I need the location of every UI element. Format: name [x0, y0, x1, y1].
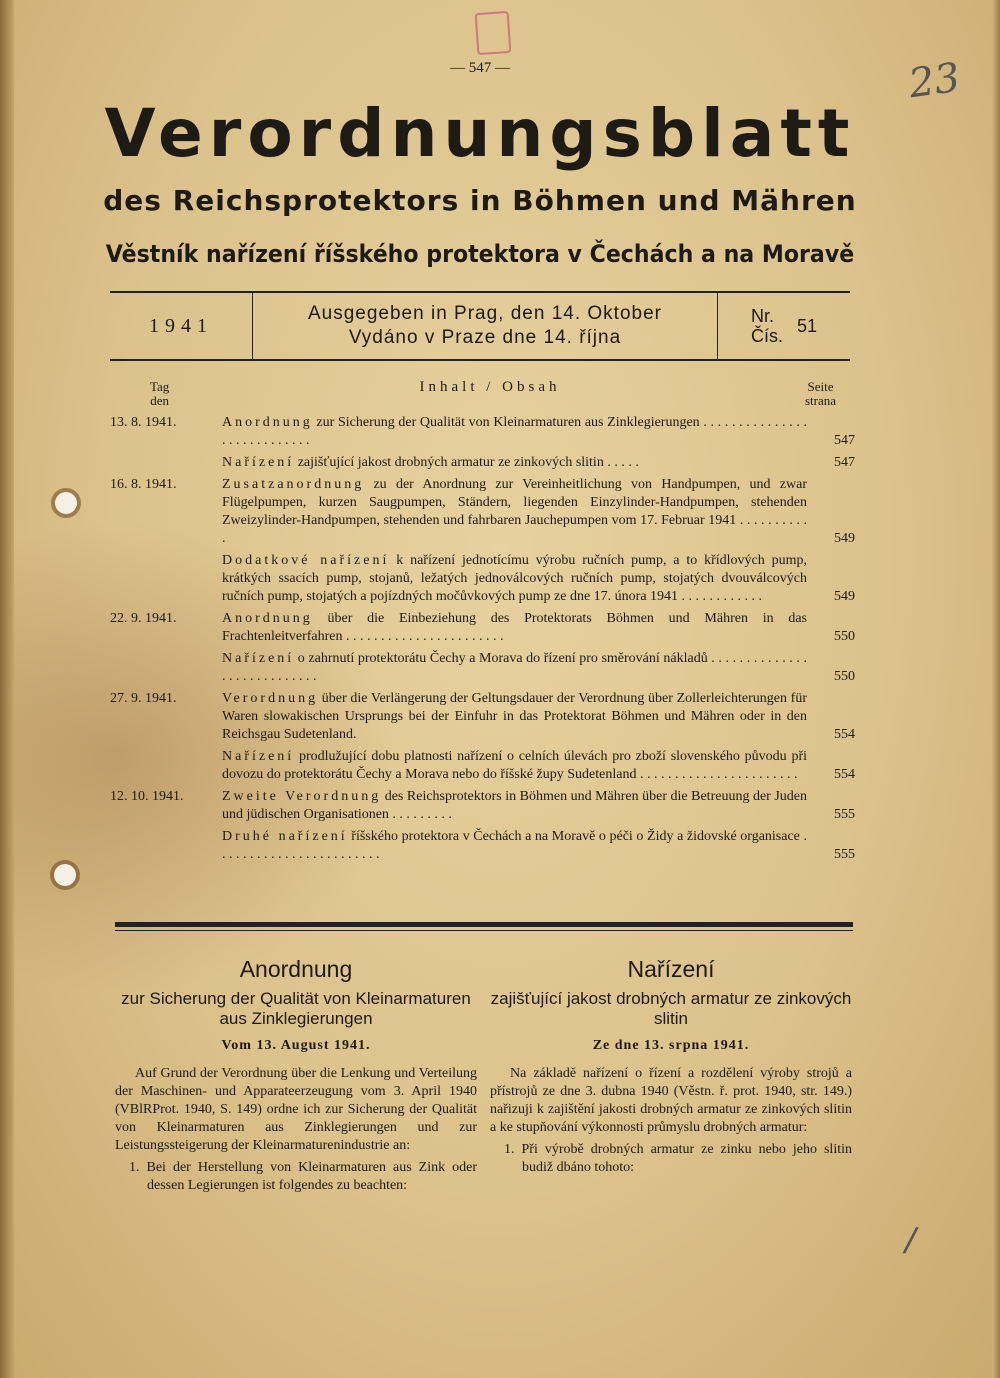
toc-entry-body: prodlužující dobu platnosti nařízení o celních úlevách pro zboží slovenského původu při dovozu do protektorátu Čechy a Morava nebo do říšské župy Sudetenland . . . . . . . . . . . . . . . . . . . . . . . [222, 749, 807, 782]
cis-label: Čís. [750, 326, 783, 346]
pencil-mark: / [901, 1219, 920, 1261]
toc-entry-page: 550 [834, 629, 855, 644]
section-divider-thin [115, 930, 853, 931]
toc-entry-text [222, 828, 815, 864]
toc-entry-lead: Zweite Verordnung [222, 789, 382, 804]
toc-header-contents: Inhalt / Obsah [419, 379, 561, 395]
toc-entry-body: o zahrnutí protektorátu Čechy a Morava do řízení pro směrování nákladů . . . . . . . . . . . . . . . . . . . . . . . . . . . . [222, 651, 807, 684]
toc-entry-date [110, 828, 222, 864]
article-date: Vom 13. August 1941. [221, 1038, 371, 1053]
toc-entry-page: 547 [834, 455, 855, 470]
issue-number-cell [718, 293, 850, 359]
toc-entry-text [222, 650, 815, 686]
toc-entry-date [110, 552, 222, 606]
toc-entry-date: 16. 8. 1941. [110, 477, 177, 492]
toc-entry-lead: Druhé nařízení [222, 829, 348, 844]
toc-entry-page: 554 [834, 767, 855, 782]
issue-year: 1941 [110, 293, 253, 359]
paper-edge-right [992, 0, 1000, 1378]
toc-entry-body: des Reichsprotektors in Böhmen und Mähren über die Betreuung der Juden und jüdischen Organisationen . . . . . . . . . [222, 789, 807, 822]
subtitle-german: des Reichsprotektors in Böhmen und Mähren [103, 184, 857, 217]
toc-entry [110, 610, 855, 646]
toc-entry-body: über die Verlängerung der Geltungsdauer der Verordnung über Zollerleichterungen für Waren slowakischen Ursprungs bei der Einfuhr in das Protektorat Böhmen und Mähren oder in den Reichsgau Sudetenland. [222, 691, 807, 742]
toc-entry-body: über die Einbeziehung des Protektorats Böhmen und Mähren in das Frachtenleitverfahren . . . . . . . . . . . . . . . . . . . . . . . [222, 611, 807, 644]
toc-entry-text [222, 552, 815, 606]
article-item: 1. Bei der Herstellung von Kleinarmaturen aus Zink oder dessen Legierungen ist folgendes zu beachten: [129, 1160, 477, 1193]
toc-entry-body: k nařízení jednotícímu výrobu ručních pump, a to křídlových pump, krátkých ssacích pump, stojanů, ležatých jednoválcových ručních pump, stojatých dvouválcových ručních pump, stojatých a pojízdných močůvkových pump ze dne 17. února 1941 . . . . . . . . . . . . [222, 553, 808, 604]
article-item: 1. Při výrobě drobných armatur ze zinku nebo jeho slitin budiž dbáno tohoto: [504, 1142, 852, 1175]
article-body: Auf Grund der Verordnung über die Lenkung und Verteilung der Maschinen- und Apparateerzeugung vom 3. April 1940 (VBlRProt. 1940, S. 149) ordne ich zur Sicherung der Qualität von Kleinarmaturen aus Zinklegierungen und zur Leistungssteigerung der Kleinarmaturenindustrie an: [115, 1066, 477, 1153]
article-title: Anordnung [239, 956, 353, 982]
toc-entry-lead: Anordnung [222, 611, 313, 626]
nr-label: Nr. [750, 306, 774, 326]
toc-entry-body: zur Sicherung der Qualität von Kleinarmaturen aus Zinklegierungen . . . . . . . . . . . . . . . . . . . . . . . . . . . . [222, 415, 807, 448]
toc-entry-lead: Anordnung [222, 415, 313, 430]
toc-entry-lead: Nařízení [222, 455, 295, 470]
toc-entry-date [110, 748, 222, 784]
toc-entry-page: 554 [834, 727, 855, 742]
toc-entry-lead: Verordnung [222, 691, 319, 706]
toc-entry-date: 12. 10. 1941. [110, 789, 184, 804]
toc-entry [110, 828, 855, 864]
article-subtitle: zur Sicherung der Qualität von Kleinarmaturen aus Zinklegierungen [121, 989, 471, 1028]
toc-header-date: Tag den [150, 379, 170, 408]
stamp-mark [475, 11, 512, 55]
toc-entry [110, 476, 855, 548]
toc-entry [110, 454, 855, 472]
toc-entry-lead: Nařízení [222, 651, 295, 666]
page-title: Verordnungsblatt [104, 95, 856, 172]
article-title: Nařízení [627, 956, 715, 982]
toc-entry-lead: Nařízení [222, 749, 295, 764]
subtitle-czech: Věstník nařízení říšského protektora v Čechách a na Moravě [105, 240, 855, 268]
article-subtitle: zajišťující jakost drobných armatur ze zinkových slitin [490, 989, 852, 1028]
toc-entry-text [222, 690, 815, 744]
issue-header-box [110, 291, 850, 361]
toc-header-page: Seite strana [805, 379, 837, 408]
toc-entry-date: 13. 8. 1941. [110, 415, 177, 430]
article-date: Ze dne 13. srpna 1941. [592, 1038, 750, 1053]
toc-entry-text [222, 788, 815, 824]
toc-entry [110, 552, 855, 606]
toc-entry-text [222, 748, 815, 784]
toc-entry-body: zajišťující jakost drobných armatur ze zinkových slitin . . . . . [294, 455, 639, 470]
article-body: Na základě nařízení o řízení a rozdělení výroby strojů a přístrojů ze dne 3. dubna 1940 (Věstn. ř. prot. 1940, str. 149.) nařizuji k zajištění jakosti drobných armatur ze zinkových slitin a ke stupňování výkonnosti průmyslu drobných armatur: [490, 1066, 852, 1135]
punch-hole [54, 864, 76, 886]
section-divider [115, 922, 853, 927]
issue-dates [253, 293, 718, 359]
toc-entry-lead: Zusatzanordnung [222, 477, 365, 492]
toc-entry-body: zu der Anordnung zur Vereinheitlichung von Handpumpen, und zwar Flügelpumpen, kurzen Saugpumpen, Ständern, liegenden Einzylinder-Handpumpen, stehenden Zweizylinder-Handpumpen, stehenden und fahrbaren Jauchepumpen vom 17. Februar 1941 . . . . . . . . . . . [222, 477, 807, 546]
toc-entry-text [222, 476, 815, 548]
toc-entry [110, 788, 855, 824]
page-number: — 547 — [450, 60, 510, 76]
article-czech [490, 955, 852, 1177]
punch-hole [55, 492, 77, 514]
toc-entry-text [222, 610, 815, 646]
toc-entry [110, 690, 855, 744]
toc-entry-body: říšského protektora v Čechách a na Moravě o péči o Židy a židovské organisace . . . . . . . . . . . . . . . . . . . . . . . . [222, 829, 807, 862]
table-of-contents [110, 414, 855, 868]
toc-entry [110, 650, 855, 686]
toc-entry-page: 549 [834, 589, 855, 604]
toc-entry-page: 547 [834, 433, 855, 448]
toc-entry-text [222, 414, 815, 450]
toc-entry-date [110, 650, 222, 686]
toc-entry-page: 555 [834, 807, 855, 822]
toc-entry-page: 555 [834, 847, 855, 862]
toc-entry-date [110, 454, 222, 472]
toc-entry-text [222, 454, 815, 472]
article-german [115, 955, 477, 1195]
issued-czech: Vydáno v Praze dne 14. října [348, 327, 622, 348]
toc-entry [110, 414, 855, 450]
issue-number: 51 [796, 315, 818, 336]
handwritten-number: 23 [906, 54, 963, 108]
toc-entry [110, 748, 855, 784]
toc-entry-date: 27. 9. 1941. [110, 691, 177, 706]
toc-entry-lead: Dodatkové nařízení [222, 553, 390, 568]
toc-entry-page: 549 [834, 531, 855, 546]
toc-entry-page: 550 [834, 669, 855, 684]
toc-entry-date: 22. 9. 1941. [110, 611, 177, 626]
issued-german: Ausgegeben in Prag, den 14. Oktober [307, 303, 662, 324]
